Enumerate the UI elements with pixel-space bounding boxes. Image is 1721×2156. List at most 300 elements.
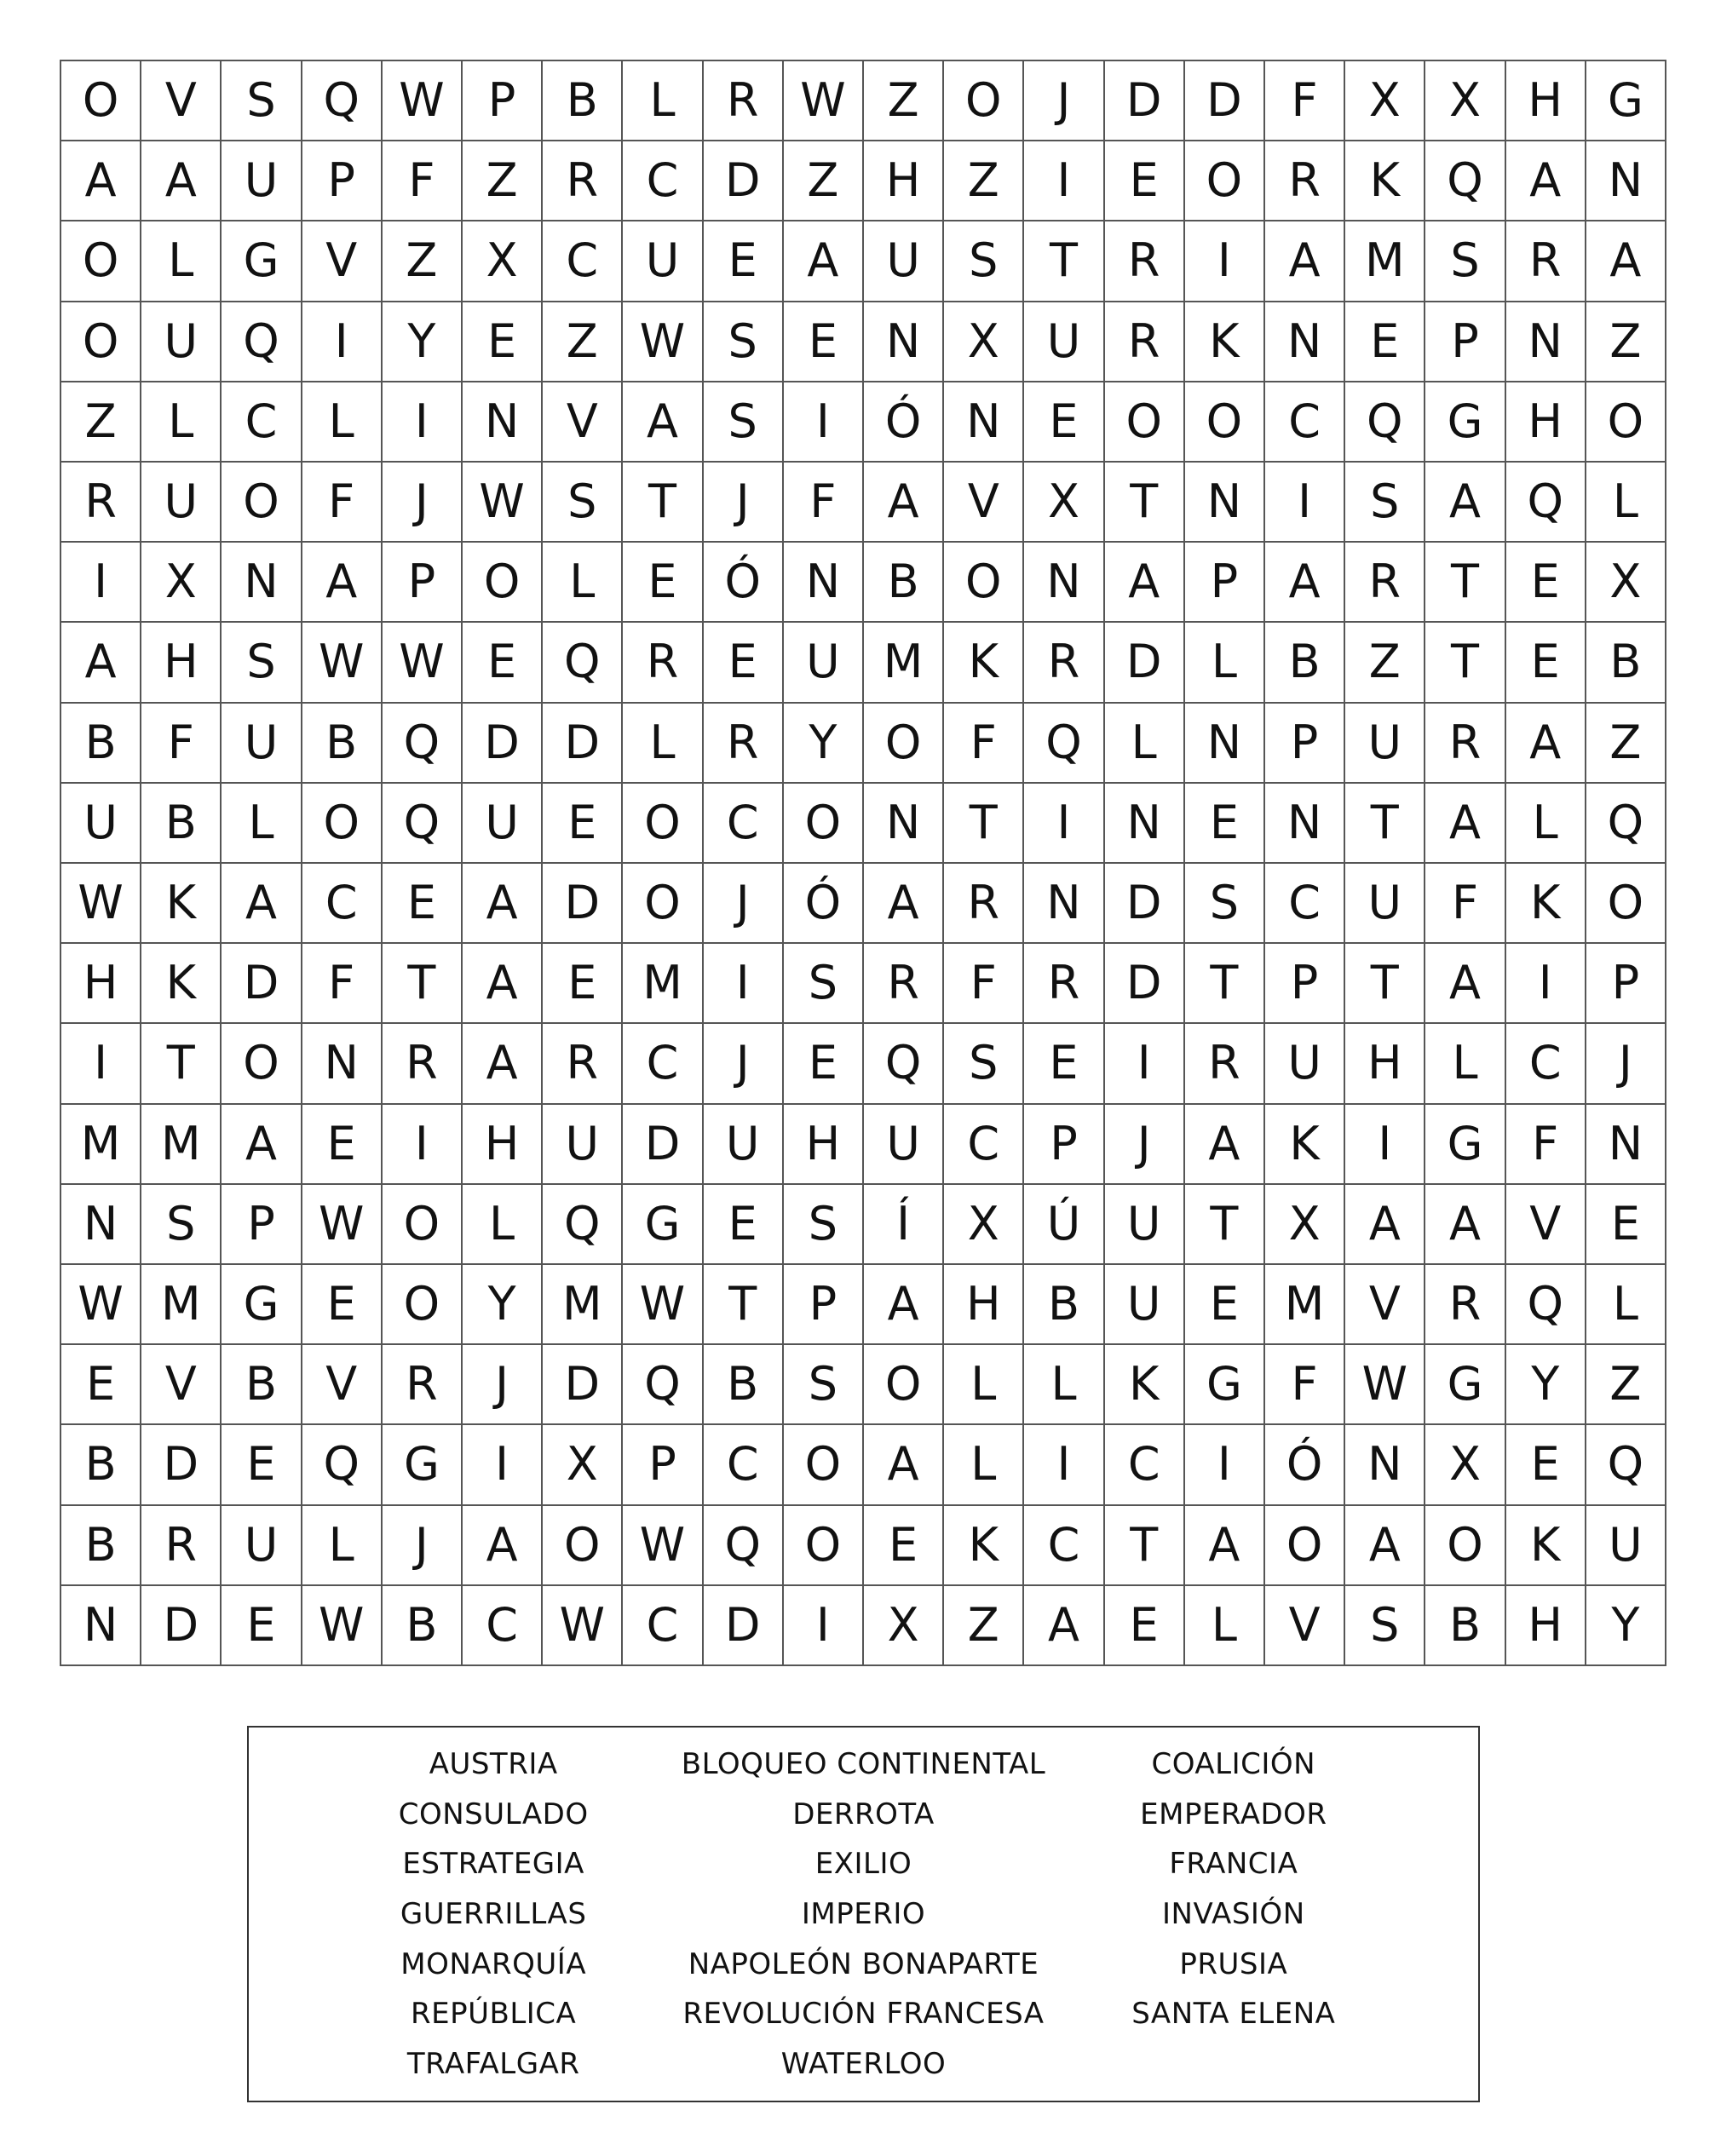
- grid-cell[interactable]: Z: [463, 141, 543, 221]
- grid-cell[interactable]: L: [463, 1185, 543, 1265]
- grid-cell[interactable]: O: [1265, 1506, 1345, 1586]
- grid-cell[interactable]: D: [141, 1586, 222, 1666]
- grid-cell[interactable]: X: [463, 221, 543, 302]
- grid-cell[interactable]: I: [61, 543, 141, 623]
- grid-cell[interactable]: W: [623, 302, 703, 382]
- grid-cell[interactable]: D: [623, 1105, 703, 1185]
- grid-cell[interactable]: F: [141, 704, 222, 784]
- grid-cell[interactable]: T: [1345, 944, 1425, 1024]
- grid-cell[interactable]: Ú: [1024, 1185, 1104, 1265]
- grid-cell[interactable]: A: [623, 382, 703, 463]
- grid-cell[interactable]: W: [302, 1185, 383, 1265]
- grid-cell[interactable]: Q: [543, 623, 623, 703]
- grid-cell[interactable]: H: [1506, 382, 1586, 463]
- grid-cell[interactable]: R: [1345, 543, 1425, 623]
- grid-cell[interactable]: Z: [1586, 1345, 1666, 1425]
- grid-cell[interactable]: R: [704, 704, 784, 784]
- grid-cell[interactable]: Q: [302, 61, 383, 141]
- grid-cell[interactable]: Z: [543, 302, 623, 382]
- grid-cell[interactable]: I: [704, 944, 784, 1024]
- grid-cell[interactable]: N: [1586, 141, 1666, 221]
- grid-cell[interactable]: L: [1586, 1265, 1666, 1345]
- grid-cell[interactable]: F: [1265, 1345, 1345, 1425]
- grid-cell[interactable]: A: [864, 864, 944, 944]
- grid-cell[interactable]: O: [61, 221, 141, 302]
- grid-cell[interactable]: O: [222, 463, 302, 543]
- grid-cell[interactable]: N: [1345, 1425, 1425, 1505]
- grid-cell[interactable]: D: [1105, 623, 1185, 703]
- grid-cell[interactable]: W: [383, 61, 463, 141]
- grid-cell[interactable]: S: [784, 1345, 864, 1425]
- grid-cell[interactable]: N: [1024, 864, 1104, 944]
- grid-cell[interactable]: N: [784, 543, 864, 623]
- grid-cell[interactable]: T: [141, 1024, 222, 1104]
- grid-cell[interactable]: Z: [383, 221, 463, 302]
- grid-cell[interactable]: L: [302, 382, 383, 463]
- grid-cell[interactable]: E: [1506, 543, 1586, 623]
- grid-cell[interactable]: S: [784, 944, 864, 1024]
- grid-cell[interactable]: E: [302, 1105, 383, 1185]
- grid-cell[interactable]: U: [1105, 1265, 1185, 1345]
- grid-cell[interactable]: G: [623, 1185, 703, 1265]
- grid-cell[interactable]: L: [944, 1345, 1024, 1425]
- grid-cell[interactable]: K: [944, 623, 1024, 703]
- grid-cell[interactable]: W: [61, 1265, 141, 1345]
- grid-cell[interactable]: W: [302, 1586, 383, 1666]
- grid-cell[interactable]: C: [623, 1024, 703, 1104]
- grid-cell[interactable]: U: [1586, 1506, 1666, 1586]
- grid-cell[interactable]: S: [1425, 221, 1505, 302]
- grid-cell[interactable]: I: [463, 1425, 543, 1505]
- grid-cell[interactable]: E: [543, 944, 623, 1024]
- grid-cell[interactable]: O: [944, 61, 1024, 141]
- grid-cell[interactable]: R: [1024, 623, 1104, 703]
- grid-cell[interactable]: C: [222, 382, 302, 463]
- grid-cell[interactable]: L: [543, 543, 623, 623]
- grid-cell[interactable]: X: [1345, 61, 1425, 141]
- grid-cell[interactable]: S: [222, 623, 302, 703]
- grid-cell[interactable]: A: [1185, 1506, 1265, 1586]
- grid-cell[interactable]: N: [1185, 704, 1265, 784]
- grid-cell[interactable]: H: [1506, 1586, 1586, 1666]
- grid-cell[interactable]: U: [61, 784, 141, 864]
- grid-cell[interactable]: O: [623, 784, 703, 864]
- grid-cell[interactable]: H: [463, 1105, 543, 1185]
- grid-cell[interactable]: B: [302, 704, 383, 784]
- grid-cell[interactable]: M: [141, 1105, 222, 1185]
- grid-cell[interactable]: N: [1024, 543, 1104, 623]
- grid-cell[interactable]: G: [1185, 1345, 1265, 1425]
- grid-cell[interactable]: W: [61, 864, 141, 944]
- grid-cell[interactable]: O: [1105, 382, 1185, 463]
- grid-cell[interactable]: O: [1586, 864, 1666, 944]
- grid-cell[interactable]: S: [543, 463, 623, 543]
- grid-cell[interactable]: E: [463, 302, 543, 382]
- grid-cell[interactable]: A: [864, 463, 944, 543]
- grid-cell[interactable]: A: [1345, 1185, 1425, 1265]
- grid-cell[interactable]: R: [543, 1024, 623, 1104]
- grid-cell[interactable]: I: [1024, 141, 1104, 221]
- grid-cell[interactable]: P: [1425, 302, 1505, 382]
- grid-cell[interactable]: R: [141, 1506, 222, 1586]
- grid-cell[interactable]: I: [1265, 463, 1345, 543]
- grid-cell[interactable]: Z: [944, 141, 1024, 221]
- grid-cell[interactable]: J: [704, 1024, 784, 1104]
- grid-cell[interactable]: V: [302, 221, 383, 302]
- grid-cell[interactable]: U: [623, 221, 703, 302]
- grid-cell[interactable]: E: [1105, 141, 1185, 221]
- grid-cell[interactable]: M: [141, 1265, 222, 1345]
- grid-cell[interactable]: B: [61, 1506, 141, 1586]
- grid-cell[interactable]: O: [463, 543, 543, 623]
- grid-cell[interactable]: J: [704, 463, 784, 543]
- grid-cell[interactable]: C: [1105, 1425, 1185, 1505]
- grid-cell[interactable]: I: [784, 382, 864, 463]
- grid-cell[interactable]: W: [302, 623, 383, 703]
- grid-cell[interactable]: U: [704, 1105, 784, 1185]
- grid-cell[interactable]: R: [1506, 221, 1586, 302]
- grid-cell[interactable]: A: [1105, 543, 1185, 623]
- grid-cell[interactable]: N: [864, 784, 944, 864]
- grid-cell[interactable]: Y: [463, 1265, 543, 1345]
- grid-cell[interactable]: G: [1425, 1345, 1505, 1425]
- grid-cell[interactable]: A: [1425, 1185, 1505, 1265]
- grid-cell[interactable]: P: [463, 61, 543, 141]
- grid-cell[interactable]: D: [1185, 61, 1265, 141]
- grid-cell[interactable]: L: [1425, 1024, 1505, 1104]
- grid-cell[interactable]: C: [543, 221, 623, 302]
- grid-cell[interactable]: X: [1586, 543, 1666, 623]
- grid-cell[interactable]: A: [1345, 1506, 1425, 1586]
- grid-cell[interactable]: J: [1024, 61, 1104, 141]
- grid-cell[interactable]: G: [1425, 382, 1505, 463]
- grid-cell[interactable]: U: [784, 623, 864, 703]
- grid-cell[interactable]: O: [61, 302, 141, 382]
- grid-cell[interactable]: N: [1265, 302, 1345, 382]
- grid-cell[interactable]: C: [623, 1586, 703, 1666]
- grid-cell[interactable]: T: [1024, 221, 1104, 302]
- grid-cell[interactable]: Q: [1586, 784, 1666, 864]
- grid-cell[interactable]: X: [1425, 1425, 1505, 1505]
- grid-cell[interactable]: E: [704, 221, 784, 302]
- grid-cell[interactable]: E: [222, 1586, 302, 1666]
- grid-cell[interactable]: Q: [1024, 704, 1104, 784]
- grid-cell[interactable]: I: [383, 382, 463, 463]
- grid-cell[interactable]: H: [1506, 61, 1586, 141]
- grid-cell[interactable]: J: [1586, 1024, 1666, 1104]
- grid-cell[interactable]: A: [1425, 463, 1505, 543]
- grid-cell[interactable]: W: [463, 463, 543, 543]
- grid-cell[interactable]: V: [141, 61, 222, 141]
- grid-cell[interactable]: Z: [61, 382, 141, 463]
- grid-cell[interactable]: A: [1506, 704, 1586, 784]
- grid-cell[interactable]: Í: [864, 1185, 944, 1265]
- grid-cell[interactable]: L: [1024, 1345, 1104, 1425]
- grid-cell[interactable]: R: [383, 1345, 463, 1425]
- grid-cell[interactable]: O: [1185, 141, 1265, 221]
- grid-cell[interactable]: Q: [623, 1345, 703, 1425]
- grid-cell[interactable]: F: [1265, 61, 1345, 141]
- grid-cell[interactable]: C: [623, 141, 703, 221]
- grid-cell[interactable]: N: [222, 543, 302, 623]
- grid-cell[interactable]: W: [623, 1506, 703, 1586]
- grid-cell[interactable]: Z: [1586, 704, 1666, 784]
- grid-cell[interactable]: B: [1024, 1265, 1104, 1345]
- grid-cell[interactable]: I: [1024, 1425, 1104, 1505]
- grid-cell[interactable]: Q: [383, 704, 463, 784]
- grid-cell[interactable]: P: [222, 1185, 302, 1265]
- grid-cell[interactable]: E: [704, 1185, 784, 1265]
- grid-cell[interactable]: Y: [383, 302, 463, 382]
- grid-cell[interactable]: E: [864, 1506, 944, 1586]
- grid-cell[interactable]: R: [1105, 302, 1185, 382]
- grid-cell[interactable]: N: [61, 1586, 141, 1666]
- grid-cell[interactable]: C: [944, 1105, 1024, 1185]
- grid-cell[interactable]: E: [784, 1024, 864, 1104]
- grid-cell[interactable]: B: [1265, 623, 1345, 703]
- grid-cell[interactable]: I: [1024, 784, 1104, 864]
- grid-cell[interactable]: B: [864, 543, 944, 623]
- grid-cell[interactable]: N: [302, 1024, 383, 1104]
- grid-cell[interactable]: L: [1506, 784, 1586, 864]
- grid-cell[interactable]: U: [141, 463, 222, 543]
- grid-cell[interactable]: U: [1105, 1185, 1185, 1265]
- grid-cell[interactable]: S: [1345, 1586, 1425, 1666]
- grid-cell[interactable]: D: [1105, 944, 1185, 1024]
- grid-cell[interactable]: K: [141, 864, 222, 944]
- grid-cell[interactable]: B: [222, 1345, 302, 1425]
- grid-cell[interactable]: G: [383, 1425, 463, 1505]
- grid-cell[interactable]: E: [623, 543, 703, 623]
- grid-cell[interactable]: U: [543, 1105, 623, 1185]
- grid-cell[interactable]: L: [222, 784, 302, 864]
- grid-cell[interactable]: H: [61, 944, 141, 1024]
- grid-cell[interactable]: Z: [1586, 302, 1666, 382]
- grid-cell[interactable]: U: [1024, 302, 1104, 382]
- grid-cell[interactable]: F: [302, 944, 383, 1024]
- grid-cell[interactable]: D: [543, 704, 623, 784]
- grid-cell[interactable]: U: [1345, 704, 1425, 784]
- grid-cell[interactable]: M: [1345, 221, 1425, 302]
- grid-cell[interactable]: P: [1024, 1105, 1104, 1185]
- grid-cell[interactable]: E: [302, 1265, 383, 1345]
- grid-cell[interactable]: S: [1345, 463, 1425, 543]
- grid-cell[interactable]: A: [302, 543, 383, 623]
- grid-cell[interactable]: T: [1345, 784, 1425, 864]
- grid-cell[interactable]: C: [302, 864, 383, 944]
- grid-cell[interactable]: O: [61, 61, 141, 141]
- grid-cell[interactable]: O: [302, 784, 383, 864]
- grid-cell[interactable]: N: [1506, 302, 1586, 382]
- grid-cell[interactable]: E: [1345, 302, 1425, 382]
- grid-cell[interactable]: N: [1185, 463, 1265, 543]
- grid-cell[interactable]: U: [141, 302, 222, 382]
- grid-cell[interactable]: D: [141, 1425, 222, 1505]
- grid-cell[interactable]: O: [1425, 1506, 1505, 1586]
- grid-cell[interactable]: O: [1185, 382, 1265, 463]
- grid-cell[interactable]: T: [944, 784, 1024, 864]
- grid-cell[interactable]: E: [1506, 1425, 1586, 1505]
- grid-cell[interactable]: D: [463, 704, 543, 784]
- grid-cell[interactable]: D: [543, 864, 623, 944]
- grid-cell[interactable]: E: [1506, 623, 1586, 703]
- grid-cell[interactable]: Z: [784, 141, 864, 221]
- grid-cell[interactable]: Q: [1586, 1425, 1666, 1505]
- grid-cell[interactable]: S: [704, 382, 784, 463]
- grid-cell[interactable]: M: [61, 1105, 141, 1185]
- grid-cell[interactable]: B: [61, 1425, 141, 1505]
- grid-cell[interactable]: B: [383, 1586, 463, 1666]
- grid-cell[interactable]: B: [1425, 1586, 1505, 1666]
- grid-cell[interactable]: A: [864, 1425, 944, 1505]
- grid-cell[interactable]: V: [1506, 1185, 1586, 1265]
- grid-cell[interactable]: S: [944, 1024, 1024, 1104]
- grid-cell[interactable]: H: [784, 1105, 864, 1185]
- grid-cell[interactable]: D: [222, 944, 302, 1024]
- grid-cell[interactable]: R: [1425, 704, 1505, 784]
- grid-cell[interactable]: S: [222, 61, 302, 141]
- grid-cell[interactable]: Q: [864, 1024, 944, 1104]
- grid-cell[interactable]: O: [1586, 382, 1666, 463]
- grid-cell[interactable]: L: [623, 61, 703, 141]
- grid-cell[interactable]: R: [61, 463, 141, 543]
- grid-cell[interactable]: I: [1185, 1425, 1265, 1505]
- grid-cell[interactable]: T: [383, 944, 463, 1024]
- grid-cell[interactable]: H: [864, 141, 944, 221]
- grid-cell[interactable]: I: [383, 1105, 463, 1185]
- grid-cell[interactable]: S: [141, 1185, 222, 1265]
- grid-cell[interactable]: D: [704, 1586, 784, 1666]
- grid-cell[interactable]: U: [222, 704, 302, 784]
- grid-cell[interactable]: S: [1185, 864, 1265, 944]
- grid-cell[interactable]: S: [784, 1185, 864, 1265]
- grid-cell[interactable]: B: [61, 704, 141, 784]
- grid-cell[interactable]: M: [1265, 1265, 1345, 1345]
- grid-cell[interactable]: H: [141, 623, 222, 703]
- grid-cell[interactable]: S: [944, 221, 1024, 302]
- grid-cell[interactable]: E: [1185, 1265, 1265, 1345]
- grid-cell[interactable]: P: [383, 543, 463, 623]
- grid-cell[interactable]: B: [704, 1345, 784, 1425]
- grid-cell[interactable]: I: [61, 1024, 141, 1104]
- grid-cell[interactable]: V: [944, 463, 1024, 543]
- grid-cell[interactable]: V: [141, 1345, 222, 1425]
- grid-cell[interactable]: Z: [864, 61, 944, 141]
- grid-cell[interactable]: U: [1265, 1024, 1345, 1104]
- grid-cell[interactable]: W: [623, 1265, 703, 1345]
- grid-cell[interactable]: E: [1105, 1586, 1185, 1666]
- grid-cell[interactable]: A: [1586, 221, 1666, 302]
- grid-cell[interactable]: E: [1024, 1024, 1104, 1104]
- grid-cell[interactable]: R: [1185, 1024, 1265, 1104]
- grid-cell[interactable]: O: [864, 704, 944, 784]
- grid-cell[interactable]: P: [1586, 944, 1666, 1024]
- grid-cell[interactable]: F: [784, 463, 864, 543]
- grid-cell[interactable]: Ó: [784, 864, 864, 944]
- grid-cell[interactable]: Q: [543, 1185, 623, 1265]
- grid-cell[interactable]: K: [141, 944, 222, 1024]
- grid-cell[interactable]: A: [1024, 1586, 1104, 1666]
- grid-cell[interactable]: N: [1586, 1105, 1666, 1185]
- grid-cell[interactable]: A: [784, 221, 864, 302]
- grid-cell[interactable]: A: [1506, 141, 1586, 221]
- grid-cell[interactable]: L: [1105, 704, 1185, 784]
- grid-cell[interactable]: A: [1425, 944, 1505, 1024]
- grid-cell[interactable]: Z: [944, 1586, 1024, 1666]
- grid-cell[interactable]: N: [1105, 784, 1185, 864]
- grid-cell[interactable]: O: [222, 1024, 302, 1104]
- grid-cell[interactable]: E: [61, 1345, 141, 1425]
- grid-cell[interactable]: I: [1185, 221, 1265, 302]
- grid-cell[interactable]: X: [944, 302, 1024, 382]
- grid-cell[interactable]: V: [1265, 1586, 1345, 1666]
- grid-cell[interactable]: P: [1265, 704, 1345, 784]
- grid-cell[interactable]: W: [1345, 1345, 1425, 1425]
- grid-cell[interactable]: O: [784, 1425, 864, 1505]
- grid-cell[interactable]: G: [1586, 61, 1666, 141]
- grid-cell[interactable]: R: [623, 623, 703, 703]
- grid-cell[interactable]: O: [383, 1265, 463, 1345]
- grid-cell[interactable]: K: [1345, 141, 1425, 221]
- grid-cell[interactable]: C: [463, 1586, 543, 1666]
- grid-cell[interactable]: R: [944, 864, 1024, 944]
- grid-cell[interactable]: A: [222, 1105, 302, 1185]
- grid-cell[interactable]: Q: [383, 784, 463, 864]
- grid-cell[interactable]: B: [1586, 623, 1666, 703]
- grid-cell[interactable]: W: [784, 61, 864, 141]
- grid-cell[interactable]: Ó: [704, 543, 784, 623]
- grid-cell[interactable]: X: [944, 1185, 1024, 1265]
- grid-cell[interactable]: U: [1345, 864, 1425, 944]
- grid-cell[interactable]: T: [1425, 623, 1505, 703]
- grid-cell[interactable]: G: [222, 221, 302, 302]
- grid-cell[interactable]: X: [543, 1425, 623, 1505]
- grid-cell[interactable]: Q: [1425, 141, 1505, 221]
- grid-cell[interactable]: E: [463, 623, 543, 703]
- grid-cell[interactable]: X: [1425, 61, 1505, 141]
- grid-cell[interactable]: K: [944, 1506, 1024, 1586]
- grid-cell[interactable]: Q: [1345, 382, 1425, 463]
- grid-cell[interactable]: L: [141, 382, 222, 463]
- grid-cell[interactable]: T: [704, 1265, 784, 1345]
- grid-cell[interactable]: E: [1586, 1185, 1666, 1265]
- grid-cell[interactable]: C: [704, 1425, 784, 1505]
- grid-cell[interactable]: K: [1265, 1105, 1345, 1185]
- grid-cell[interactable]: N: [864, 302, 944, 382]
- grid-cell[interactable]: X: [1024, 463, 1104, 543]
- grid-cell[interactable]: H: [944, 1265, 1024, 1345]
- grid-cell[interactable]: W: [543, 1586, 623, 1666]
- grid-cell[interactable]: N: [1265, 784, 1345, 864]
- grid-cell[interactable]: T: [1105, 1506, 1185, 1586]
- grid-cell[interactable]: L: [944, 1425, 1024, 1505]
- grid-cell[interactable]: U: [222, 1506, 302, 1586]
- grid-cell[interactable]: B: [141, 784, 222, 864]
- grid-cell[interactable]: Z: [1345, 623, 1425, 703]
- grid-cell[interactable]: U: [463, 784, 543, 864]
- grid-cell[interactable]: K: [1105, 1345, 1185, 1425]
- grid-cell[interactable]: A: [1425, 784, 1505, 864]
- grid-cell[interactable]: O: [784, 784, 864, 864]
- grid-cell[interactable]: T: [1185, 944, 1265, 1024]
- grid-cell[interactable]: X: [1265, 1185, 1345, 1265]
- grid-cell[interactable]: R: [543, 141, 623, 221]
- grid-cell[interactable]: O: [944, 543, 1024, 623]
- grid-cell[interactable]: H: [1345, 1024, 1425, 1104]
- grid-cell[interactable]: A: [864, 1265, 944, 1345]
- grid-cell[interactable]: Q: [1506, 1265, 1586, 1345]
- grid-cell[interactable]: T: [1425, 543, 1505, 623]
